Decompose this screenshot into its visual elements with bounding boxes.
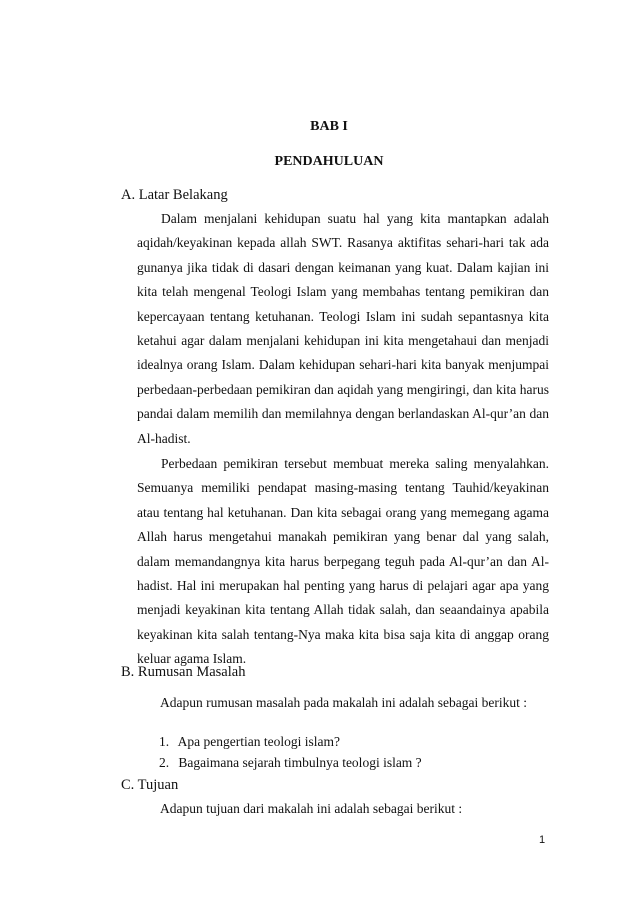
section-a-heading: A. Latar Belakang (121, 187, 228, 203)
chapter-label: BAB I (310, 119, 348, 134)
section-c-intro: Adapun tujuan dari makalah ini adalah sebagai berikut : (160, 801, 463, 816)
section-b-intro: Adapun rumusan masalah pada makalah ini adalah sebagai berikut : (160, 695, 527, 710)
problem-list (159, 731, 422, 773)
list-item (159, 731, 422, 752)
section-a-paragraph-2: Perbedaan pemikiran tersebut membuat mereka saling menyalahkan. Semuanya memiliki pendapat masing-masing tentang Tauhid/keyakinan atau tentang hal ketuhanan. Dan kita sebagai orang yang memegang agama Allah harus mengetahui manakah pemikiran yang benar dal yang salah, dalam memandangnya kita harus berpegang teguh pada Al-qur’an dan Al-hadist. Hal ini merupakan hal penting yang harus di pelajari agar apa yang menjadi keyakinan kita tentang Allah tidak salah, dan seaandainya apabila keyakinan kita salah tentang-Nya maka kita bisa saja kita di anggap orang keluar agama Islam. (137, 456, 549, 667)
section-a-paragraph-1: Dalam menjalani kehidupan suatu hal yang kita mantapkan adalah aqidah/keyakinan kepada allah SWT. Rasanya aktifitas sehari-hari tak ada gunanya jika tidak di dasari dengan keimanan yang kuat. Dalam kajian ini kita telah mengenal Teologi Islam yang membahas tentang pemikiran dan kepercayaan tentang ketuhanan. Teologi Islam ini sudah sepantasnya kita ketahui agar dalam menjalani kehidupan ini kita mengetahaui dan menjadi idealnya orang Islam. Dalam kehidupan sehari-hari kita banyak menjumpai perbedaan-perbedaan pemikiran dan aqidah yang mengiringi, dan kita harus pandai dalam memilih dan memilahnya dengan berlandaskan Al-qur’an dan Al-hadist. (137, 211, 549, 446)
list-item-text: Apa pengertian teologi islam? (177, 734, 340, 749)
section-b-heading: B. Rumusan Masalah (121, 664, 246, 680)
list-item-text: Bagaimana sejarah timbulnya teologi islam ? (178, 755, 422, 770)
list-item (159, 752, 422, 773)
section-c-heading: C. Tujuan (121, 777, 179, 793)
list-item-number: 1. (159, 734, 170, 749)
chapter-title: PENDAHULUAN (274, 154, 384, 169)
list-item-number: 2. (159, 755, 170, 770)
page-number: 1 (539, 834, 546, 846)
